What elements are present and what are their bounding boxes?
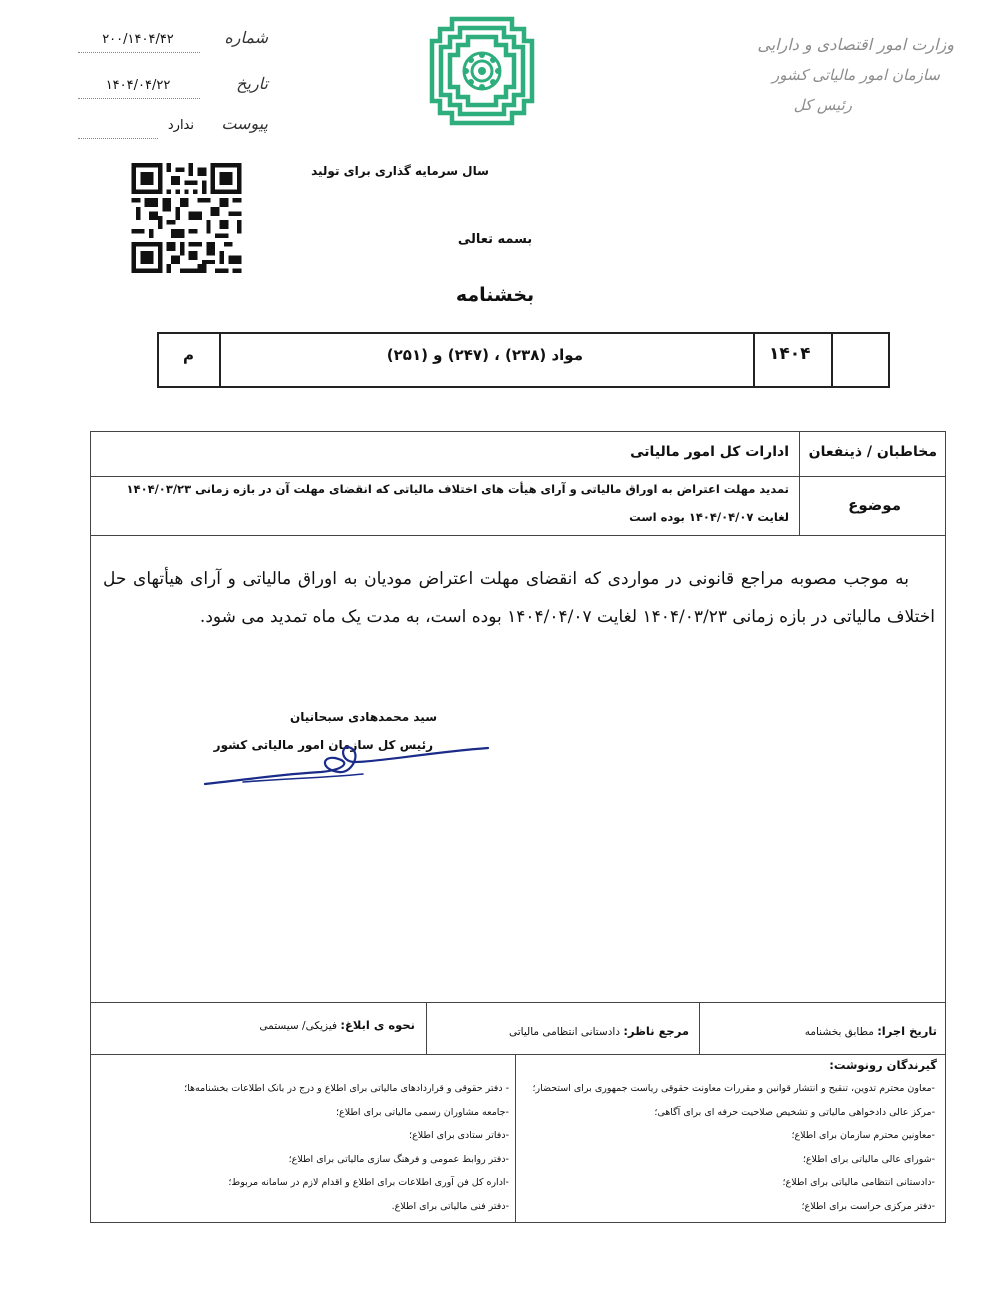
circular-letter: م bbox=[183, 346, 194, 364]
ministry-line: وزارت امور اقتصادی و دارایی bbox=[757, 35, 954, 54]
cc-list-right bbox=[532, 1077, 935, 1218]
row-divider bbox=[91, 1002, 945, 1003]
letter-date bbox=[78, 74, 268, 102]
column-divider bbox=[515, 1054, 516, 1222]
addressee-label: مخاطبان / ذینفعان bbox=[808, 444, 937, 460]
ministry-heading bbox=[694, 30, 954, 120]
cc-list-left bbox=[184, 1077, 509, 1218]
organization-line: سازمان امور مالیاتی کشور bbox=[772, 66, 940, 84]
row-divider bbox=[91, 476, 945, 477]
cc-item: -معاون محترم تدوین، تنقیح و انتشار قوانین و مقررات معاونت حقوقی ریاست جمهوری برای استحضار؛ bbox=[532, 1083, 935, 1094]
supervisory-authority-value: دادستانی انتظامی مالیاتی bbox=[508, 1026, 620, 1038]
supervisory-authority-label: مرجع ناظر: bbox=[623, 1024, 689, 1038]
letter-date-label: تاریخ bbox=[236, 74, 268, 93]
tax-organization-logo-icon bbox=[428, 15, 536, 127]
letter-date-value: ۱۴۰۴/۰۴/۲۲ bbox=[105, 78, 171, 93]
subject-label: موضوع bbox=[848, 496, 901, 514]
column-divider bbox=[426, 1002, 427, 1054]
year-slogan: سال سرمایه گذاری برای تولید bbox=[311, 164, 489, 178]
letter-number-value: ۲۰۰/۱۴۰۴/۴۲ bbox=[102, 32, 174, 47]
dotted-line bbox=[78, 52, 200, 53]
circular-articles: مواد (۲۳۸) ، (۲۴۷) و (۲۵۱) bbox=[386, 346, 583, 364]
circular-number-box bbox=[157, 332, 890, 388]
notification-method bbox=[259, 1018, 415, 1032]
signer-name: سید محمدهادی سبحانیان bbox=[289, 710, 437, 724]
column-divider bbox=[699, 1002, 700, 1054]
execution-date-value: مطابق بخشنامه bbox=[804, 1026, 874, 1038]
notification-method-label: نحوه ی ابلاغ: bbox=[340, 1018, 415, 1032]
divider bbox=[219, 334, 221, 386]
circular-table bbox=[90, 431, 946, 1223]
cc-item: -شورای عالی مالیاتی برای اطلاع؛ bbox=[802, 1153, 935, 1165]
qr-code-icon bbox=[125, 163, 248, 273]
subject-line-1: تمدید مهلت اعتراض به اوراق مالیاتی و آرای هیأت های اختلاف مالیاتی که انقضای مهلت آن در بازه زمانی ۱۴۰۴/۰۳/۲۳ bbox=[126, 482, 789, 496]
cc-title: گیرندگان رونوشت: bbox=[829, 1058, 937, 1072]
cc-item: -دفتر فنی مالیاتی برای اطلاع. bbox=[391, 1200, 509, 1212]
letter-attachment bbox=[78, 114, 268, 142]
circular-year: ۱۴۰۴ bbox=[769, 344, 811, 364]
dotted-line bbox=[78, 98, 200, 99]
supervisory-authority bbox=[509, 1024, 689, 1038]
divider bbox=[831, 334, 833, 386]
column-divider bbox=[799, 432, 800, 535]
document-type-title: بخشنامه bbox=[455, 284, 535, 306]
subject-line-2: لغایت ۱۴۰۴/۰۴/۰۷ بوده است bbox=[629, 510, 789, 524]
cc-item: - دفتر حقوقی و قراردادهای مالیاتی برای اطلاع و درج در بانک اطلاعات بخشنامه‌ها؛ bbox=[184, 1083, 509, 1094]
cc-item: -جامعه مشاوران رسمی مالیاتی برای اطلاع؛ bbox=[336, 1106, 509, 1118]
cc-item: -معاونین محترم سازمان برای اطلاع؛ bbox=[791, 1130, 935, 1141]
row-divider bbox=[91, 535, 945, 536]
head-line: رئیس کل bbox=[793, 96, 852, 114]
execution-date bbox=[805, 1024, 937, 1038]
signer-title: رئیس کل سازمان امور مالیاتی کشور bbox=[213, 738, 433, 752]
row-divider bbox=[91, 1054, 945, 1055]
cc-item: -دفتر روابط عمومی و فرهنگ سازی مالیاتی برای اطلاع؛ bbox=[288, 1153, 509, 1165]
letter-number-label: شماره bbox=[224, 28, 268, 47]
signature-icon bbox=[203, 732, 493, 792]
basmala: بسمه تعالی bbox=[457, 232, 533, 247]
cc-item: -دادستانی انتظامی مالیاتی برای اطلاع؛ bbox=[782, 1177, 935, 1188]
circular-body: به موجب مصوبه مراجع قانونی در مواردی که انقضای مهلت اعتراض مودیان به اوراق مالیاتی و آرای هیأتهای حل اختلاف مالیاتی در بازه زمانی ۱۴۰۴/۰۳/۲۳ لغایت ۱۴۰۴/۰۴/۰۷ بوده است، به مدت یک ماه تمدید می شود. bbox=[103, 569, 935, 627]
cc-item: -مرکز عالی دادخواهی مالیاتی و تشخیص صلاحیت حرفه ای برای آگاهی؛ bbox=[654, 1106, 935, 1118]
letter-number bbox=[78, 28, 268, 56]
addressee-value: ادارات کل امور مالیاتی bbox=[630, 444, 789, 460]
execution-date-label: تاریخ اجرا: bbox=[877, 1024, 937, 1038]
divider bbox=[753, 334, 755, 386]
cc-item: -اداره کل فن آوری اطلاعات برای اطلاع و اقدام لازم در سامانه مربوط؛ bbox=[228, 1177, 509, 1188]
cc-item: -دفتر مرکزی حراست برای اطلاع؛ bbox=[801, 1200, 935, 1212]
dotted-line bbox=[78, 138, 158, 139]
letter-attachment-label: پیوست bbox=[221, 114, 268, 133]
letter-attachment-value: ندارد bbox=[167, 118, 194, 133]
notification-method-value: فیزیکی/ سیستمی bbox=[259, 1020, 338, 1032]
cc-item: -دفاتر ستادی برای اطلاع؛ bbox=[409, 1130, 509, 1141]
